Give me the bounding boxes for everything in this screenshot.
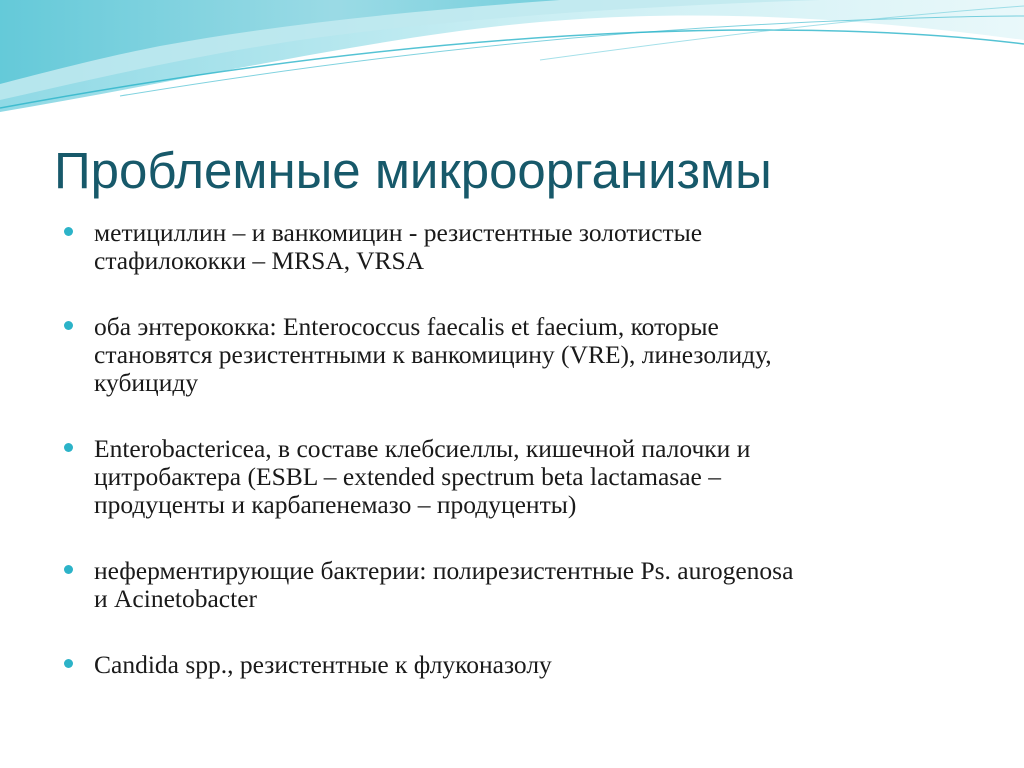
bullet-line: неферментирующие бактерии: полирезистентные Ps. aurogenosa [94,556,794,585]
bullet-line: оба энтерококка: Enterococcus faecalis et faecium, которые [94,312,719,341]
decorative-wave-header [0,0,1024,120]
bullet-item-candida [62,651,962,679]
bullet-list [62,219,962,679]
bullet-dot-icon [64,443,73,452]
bullet-item-enterococcus [62,313,962,397]
bullet-dot-icon [64,321,73,330]
bullet-line: продуценты и карбапенемазо – продуценты) [94,490,577,519]
bullet-line: Candida spp., резистентные к флуконазолу [94,650,552,679]
bullet-line: кубициду [94,368,199,397]
bullet-item-nonfermenting [62,557,962,613]
bullet-item-mrsa [62,219,962,275]
bullet-dot-icon [64,565,73,574]
bullet-line: становятся резистентными к ванкомицину (VRE), линезолиду, [94,340,772,369]
bullet-dot-icon [64,227,73,236]
bullet-dot-icon [64,659,73,668]
bullet-item-enterobacteriaceae [62,435,962,519]
bullet-line: Enterobactericea, в составе клебсиеллы, кишечной палочки и [94,434,751,463]
bullet-line: стафилококки – MRSA, VRSA [94,246,425,275]
bullet-line: метициллин – и ванкомицин - резистентные золотистые [94,218,703,247]
bullet-line: цитробактера (ESBL – extended spectrum beta lactamasae – [94,462,721,491]
slide-title: Проблемные микроорганизмы [54,142,772,199]
bullet-line: и Acinetobacter [94,584,258,613]
